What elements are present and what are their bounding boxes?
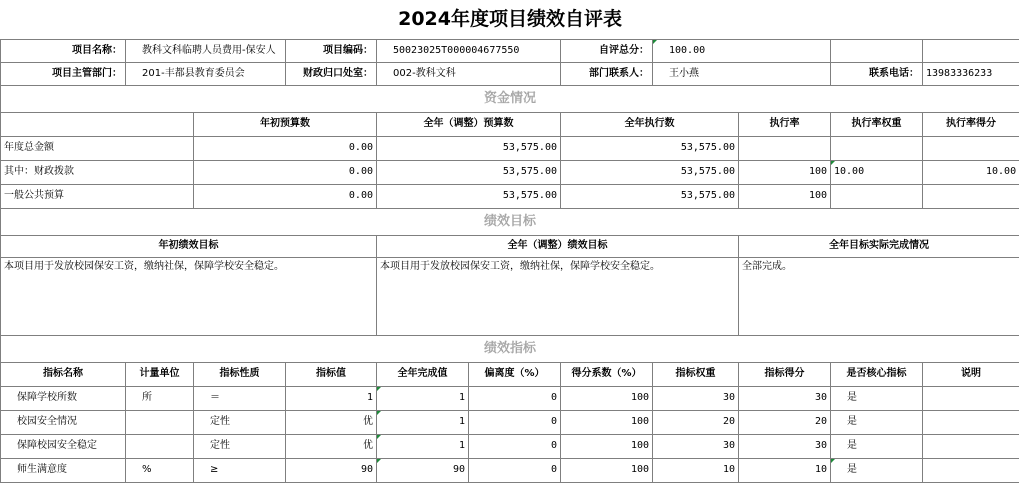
dept-value[interactable]: 201-丰都县教育委员会 bbox=[126, 62, 286, 85]
phone-label: 联系电话： bbox=[831, 62, 923, 85]
funds-header: 执行率得分 bbox=[923, 112, 1019, 136]
indicator-name[interactable]: 保障学校所数 bbox=[1, 386, 126, 410]
indicator-done[interactable]: 1 bbox=[377, 386, 469, 410]
indicator-header: 指标性质 bbox=[194, 362, 286, 386]
funds-rate[interactable] bbox=[739, 136, 831, 160]
indicator-row bbox=[1, 410, 1019, 434]
indicator-header: 指标名称 bbox=[1, 362, 126, 386]
funds-initial[interactable]: 0.00 bbox=[194, 160, 377, 184]
indicator-value[interactable]: 优 bbox=[286, 434, 377, 458]
funds-adjusted[interactable]: 53,575.00 bbox=[377, 136, 561, 160]
indicator-weight: 20 bbox=[653, 410, 739, 434]
contact-value[interactable]: 王小燕 bbox=[653, 62, 831, 85]
funds-header: 执行率 bbox=[739, 112, 831, 136]
indicator-coef: 100 bbox=[561, 434, 653, 458]
indicator-nature[interactable]: 定性 bbox=[194, 434, 286, 458]
indicator-header: 指标值 bbox=[286, 362, 377, 386]
funds-header: 年初预算数 bbox=[194, 112, 377, 136]
funds-executed[interactable]: 53,575.00 bbox=[561, 184, 739, 208]
funds-adjusted[interactable]: 53,575.00 bbox=[377, 184, 561, 208]
funds-row bbox=[1, 136, 1019, 160]
indicator-core: 是 bbox=[831, 434, 923, 458]
indicator-core: 是 bbox=[831, 410, 923, 434]
indicator-nature[interactable]: 定性 bbox=[194, 410, 286, 434]
funds-row-name: 其中：财政拨款 bbox=[1, 160, 194, 184]
indicator-note[interactable] bbox=[923, 410, 1019, 434]
funds-executed[interactable]: 53,575.00 bbox=[561, 160, 739, 184]
indicator-unit[interactable]: 所 bbox=[126, 386, 194, 410]
funds-header: 全年（调整）预算数 bbox=[377, 112, 561, 136]
indicator-nature[interactable]: ≥ bbox=[194, 458, 286, 482]
indicator-value[interactable]: 90 bbox=[286, 458, 377, 482]
indicator-row bbox=[1, 434, 1019, 458]
empty-cell bbox=[923, 39, 1019, 62]
finance-office-value[interactable]: 002-教科文科 bbox=[377, 62, 561, 85]
indicator-header: 指标权重 bbox=[653, 362, 739, 386]
indicator-score: 20 bbox=[739, 410, 831, 434]
indicator-score: 30 bbox=[739, 386, 831, 410]
indicator-row bbox=[1, 386, 1019, 410]
funds-executed[interactable]: 53,575.00 bbox=[561, 136, 739, 160]
finance-office-label: 财政归口处室： bbox=[286, 62, 377, 85]
funds-initial[interactable]: 0.00 bbox=[194, 136, 377, 160]
indicator-name[interactable]: 保障校园安全稳定 bbox=[1, 434, 126, 458]
indicator-core: 是 bbox=[831, 386, 923, 410]
indicators-section-title: 绩效指标 bbox=[1, 335, 1019, 362]
indicator-header: 偏离度（%） bbox=[469, 362, 561, 386]
indicator-coef: 100 bbox=[561, 386, 653, 410]
funds-row-name: 年度总金额 bbox=[1, 136, 194, 160]
indicator-value[interactable]: 优 bbox=[286, 410, 377, 434]
funds-rate[interactable]: 100 bbox=[739, 160, 831, 184]
indicator-row bbox=[1, 458, 1019, 482]
page-title: 2024年度项目绩效自评表 bbox=[1, 0, 1019, 39]
goal-actual-text[interactable]: 全部完成。 bbox=[739, 257, 1019, 335]
funds-score[interactable] bbox=[923, 136, 1019, 160]
goals-section-title: 绩效目标 bbox=[1, 208, 1019, 235]
funds-weight[interactable] bbox=[831, 136, 923, 160]
project-code-value[interactable]: 50023025T000004677550 bbox=[377, 39, 561, 62]
indicator-header: 得分系数（%） bbox=[561, 362, 653, 386]
project-code-label: 项目编码： bbox=[286, 39, 377, 62]
self-score-label: 自评总分： bbox=[561, 39, 653, 62]
indicator-coef: 100 bbox=[561, 410, 653, 434]
indicator-unit[interactable]: % bbox=[126, 458, 194, 482]
funds-adjusted[interactable]: 53,575.00 bbox=[377, 160, 561, 184]
indicator-deviation: 0 bbox=[469, 458, 561, 482]
funds-section-title: 资金情况 bbox=[1, 85, 1019, 112]
funds-score[interactable] bbox=[923, 184, 1019, 208]
goals-header-initial: 年初绩效目标 bbox=[1, 235, 377, 257]
contact-label: 部门联系人： bbox=[561, 62, 653, 85]
indicator-weight: 30 bbox=[653, 386, 739, 410]
indicator-note[interactable] bbox=[923, 434, 1019, 458]
indicator-weight: 30 bbox=[653, 434, 739, 458]
indicator-score: 30 bbox=[739, 434, 831, 458]
goal-adjusted-text[interactable]: 本项目用于发放校园保安工资，缴纳社保，保障学校安全稳定。 bbox=[377, 257, 739, 335]
empty-cell bbox=[1, 112, 194, 136]
indicator-deviation: 0 bbox=[469, 386, 561, 410]
dept-label: 项目主管部门： bbox=[1, 62, 126, 85]
indicator-unit[interactable] bbox=[126, 434, 194, 458]
indicator-weight: 10 bbox=[653, 458, 739, 482]
goals-header-actual: 全年目标实际完成情况 bbox=[739, 235, 1019, 257]
project-name-value[interactable]: 教科文科临聘人员费用-保安人 bbox=[126, 39, 286, 62]
indicator-coef: 100 bbox=[561, 458, 653, 482]
funds-rate[interactable]: 100 bbox=[739, 184, 831, 208]
indicator-header: 是否核心指标 bbox=[831, 362, 923, 386]
indicator-note[interactable] bbox=[923, 458, 1019, 482]
empty-cell bbox=[831, 39, 923, 62]
funds-row-name: 一般公共预算 bbox=[1, 184, 194, 208]
indicator-deviation: 0 bbox=[469, 410, 561, 434]
indicator-score: 10 bbox=[739, 458, 831, 482]
goal-initial-text[interactable]: 本项目用于发放校园保安工资，缴纳社保，保障学校安全稳定。 bbox=[1, 257, 377, 335]
indicator-name[interactable]: 师生满意度 bbox=[1, 458, 126, 482]
indicator-nature[interactable]: ＝ bbox=[194, 386, 286, 410]
indicator-done[interactable]: 1 bbox=[377, 410, 469, 434]
project-name-label: 项目名称： bbox=[1, 39, 126, 62]
funds-header: 全年执行数 bbox=[561, 112, 739, 136]
indicator-done[interactable]: 1 bbox=[377, 434, 469, 458]
indicator-deviation: 0 bbox=[469, 434, 561, 458]
indicator-unit[interactable] bbox=[126, 410, 194, 434]
funds-weight[interactable]: 10.00 bbox=[831, 160, 923, 184]
indicator-name[interactable]: 校园安全情况 bbox=[1, 410, 126, 434]
funds-weight[interactable] bbox=[831, 184, 923, 208]
funds-row bbox=[1, 184, 1019, 208]
indicator-header: 计量单位 bbox=[126, 362, 194, 386]
indicator-note[interactable] bbox=[923, 386, 1019, 410]
indicator-done[interactable]: 90 bbox=[377, 458, 469, 482]
goals-header-adjusted: 全年（调整）绩效目标 bbox=[377, 235, 739, 257]
indicator-header: 说明 bbox=[923, 362, 1019, 386]
indicator-value[interactable]: 1 bbox=[286, 386, 377, 410]
indicator-header: 指标得分 bbox=[739, 362, 831, 386]
funds-score[interactable]: 10.00 bbox=[923, 160, 1019, 184]
funds-initial[interactable]: 0.00 bbox=[194, 184, 377, 208]
indicator-core: 是 bbox=[831, 458, 923, 482]
indicator-header: 全年完成值 bbox=[377, 362, 469, 386]
funds-header: 执行率权重 bbox=[831, 112, 923, 136]
self-score-value[interactable]: 100.00 bbox=[653, 39, 831, 62]
phone-value[interactable]: 13983336233 bbox=[923, 62, 1019, 85]
funds-row bbox=[1, 160, 1019, 184]
